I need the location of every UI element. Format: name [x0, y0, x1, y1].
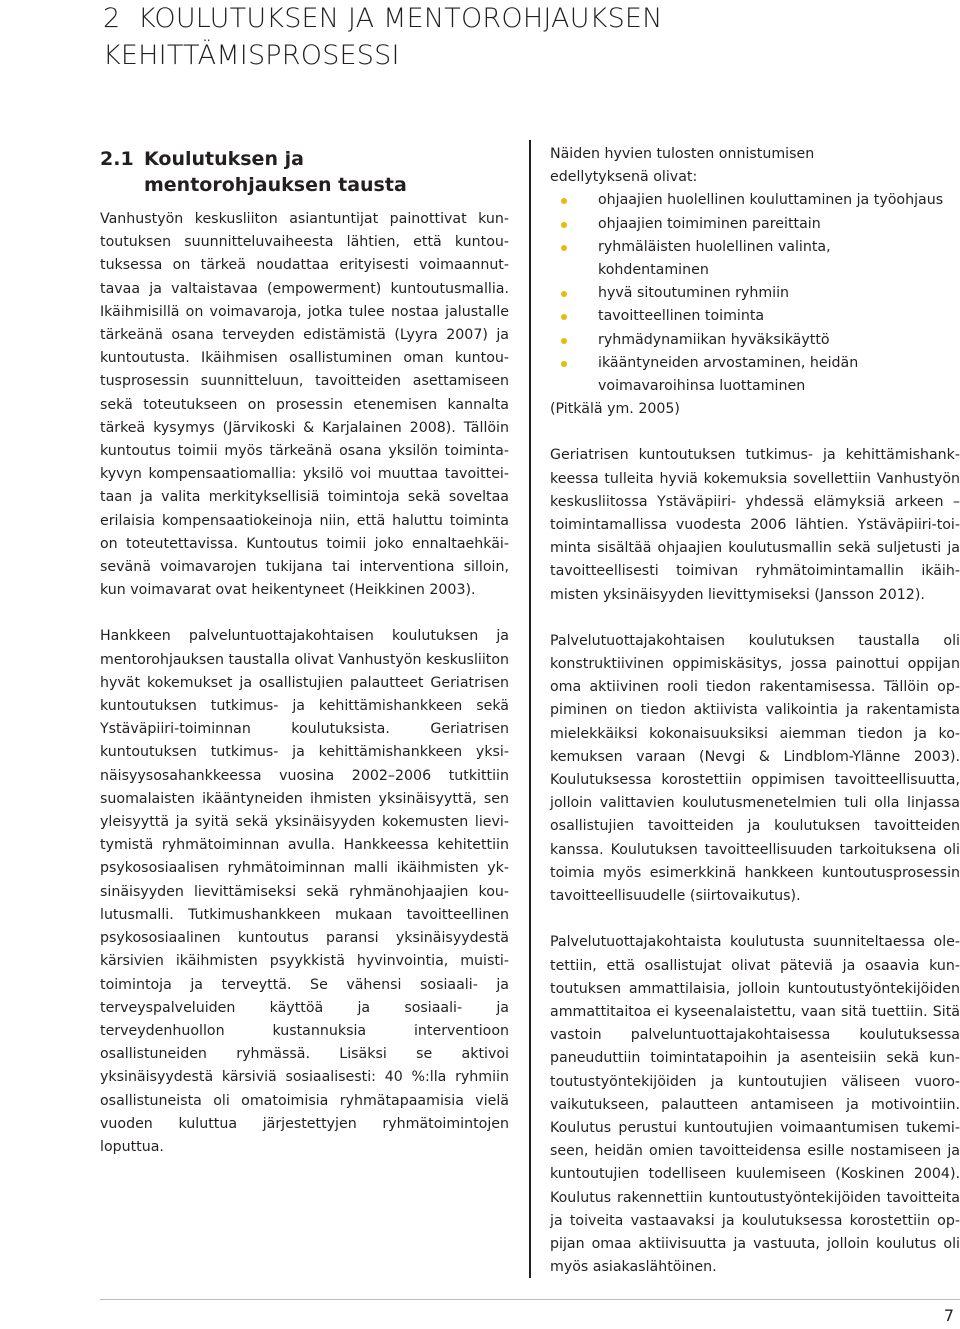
section-title	[144, 146, 407, 198]
left-paragraph-1: Vanhustyön keskusliiton asiantuntijat painottivat kuntoutuksen suunnitteluvaiheesta lähtien, että kuntoutuksessa on tärkeä noudattaa erityisesti voimaannuttavaa ja valtaistavaa (empowerment) kuntoutusmallia. Ikäihmisillä on voimavaroja, jotka tulee nostaa jalustalle tärkeänä osana terveyden edistämistä (Lyyra 2007) ja kuntoutusta. Ikäihmisen osallistuminen oman kuntoutusprosessin suunnitteluun, tavoitteiden asettamiseen sekä toteutukseen on prosessin etenemisen kannalta tärkeä kysymys (Järvikoski & Karjalainen 2008). Tällöin kuntoutus toimii myös tärkeänä osana yksilön toimintakyvyn kompensaatiomallia: yksilö voi muuttaa tavoitteitaan ja valita merkityksellisiä toimintoja sekä soveltaa erilaisia kompensaatiokeinoja niin, että haluttu toiminta on toteutettavissa. Kuntoutus toimii joko ennaltaehkäisevänä voimavarojen tukijana tai interventiona silloin, kun voimavarat ovat heikentyneet (Heikkinen 2003).	[100, 211, 509, 599]
column-divider	[529, 140, 531, 1278]
list-item: ryhmäläisten huolellinen valinta, kohdentaminen	[550, 236, 960, 282]
right-paragraph-2: Palvelutuottajakohtaisen koulutuksen taustalla oli konstruktiivinen oppimiskäsitys, jossa painottui oppijan oma aktiivinen rooli tiedon rakentamisessa. Tällöin oppiminen on tiedon aktiivista valikointia ja rakentamista mielekkäiksi kokonaisuuksiksi aiemman tiedon ja kokemuksen varaan (Nevgi & Lindblom-Ylänne 2003). Koulutuksessa korostettiin oppimisen tavoitteellisuutta, jolloin valittavien koulutusmenetelmien tuli olla linjassa osallistujien tavoitteiden ja koulutuksen tavoitteiden kanssa. Koulutuksen tavoitteellisuuden tarkoituksena oli toimia myös esimerkkinä hankkeen kuntoutusprosessin tavoitteellisuudelle (siirtovaikutus).	[550, 632, 960, 905]
section-number: 2.1	[100, 148, 134, 170]
chapter-title-line2: KEHITTÄMISPROSESSI	[103, 40, 400, 71]
list-item: tavoitteellinen toiminta	[550, 305, 960, 328]
success-factors-list	[550, 189, 960, 398]
list-item: ohjaajien toimiminen pareittain	[550, 213, 960, 236]
bullet-dot-icon	[561, 361, 567, 367]
citation: (Pitkälä ym. 2005)	[550, 401, 680, 418]
left-column	[100, 146, 509, 1159]
list-item: hyvä sitoutuminen ryhmiin	[550, 282, 960, 305]
bullet-dot-icon	[561, 198, 567, 204]
intro-text	[550, 143, 960, 189]
bullet-dot-icon	[561, 338, 567, 344]
right-paragraph-1: Geriatrisen kuntoutuksen tutkimus- ja kehittämishankkeessa tulleita hyviä kokemuksia sovellettiin Vanhustyön keskusliitossa Ystäväpiiri- yhdessä elämyksiä arkeen – toimintamallissa vuodesta 2006 lähtien. Ystäväpiiri-toiminta sisältää ohjaajien koulutusmallin sekä suljetusti ja tavoitteellisesti toimivan ryhmätoimintamallin ikäihmisten yksinäisyyden lievittymiseksi (Jansson 2012).	[550, 447, 960, 603]
page-number: 7	[943, 1306, 954, 1325]
bullet-dot-icon	[561, 245, 567, 251]
chapter-title	[103, 0, 663, 74]
list-item: ryhmädynamiikan hyväksikäyttö	[550, 329, 960, 352]
bullet-dot-icon	[561, 222, 567, 228]
chapter-title-line1: 2 KOULUTUKSEN JA MENTOROHJAUKSEN	[103, 3, 663, 34]
list-item: ohjaajien huolellinen kouluttaminen ja työohjaus	[550, 189, 960, 212]
right-paragraph-3: Palvelutuottajakohtaista koulutusta suunniteltaessa oletettiin, että osallistujat olivat päteviä ja osaavia kuntoutuksen ammattilaisia, jolloin kuntoutustyöntekijöiden ammattitaitoa ei kyseenalaistettu, vaan sitä tuettiin. Sitä vastoin palveluntuottajakohtaisessa koulutuksessa paneuduttiin toimintatapoihin ja asenteisiin sekä kuntoutustyöntekijöiden ja kuntoutujien väliseen vuorovaikutukseen, palautteen antamiseen ja motivointiin. Koulutus perustui kuntoutujien voimaantumisen tukemiseen, heidän omien tavoitteidensa esille nostamiseen ja kuntoutujien todelliseen kuulemiseen (Koskinen 2004). Koulutus rakennettiin kuntoutustyöntekijöiden tavoitteita ja toiveita vastaavaksi ja koulutuksessa korostettiin oppijan omaa aktiivisuutta ja vastuuta, jolloin koulutus oli myös asiakaslähtöinen.	[550, 934, 960, 1276]
bullet-dot-icon	[561, 314, 567, 320]
section-title-line1: Koulutuksen ja	[144, 148, 304, 170]
intro-line-1: Näiden hyvien tulosten onnistumisen	[550, 146, 815, 162]
right-column	[550, 143, 960, 1279]
section-title-line2: mentorohjauksen tausta	[144, 174, 407, 196]
section-heading	[100, 146, 509, 198]
footer-rule	[100, 1299, 960, 1300]
left-paragraph-2: Hankkeen palveluntuottajakohtaisen koulutuksen ja mentorohjauksen taustalla olivat Vanhustyön keskusliiton hyvät kokemukset ja osallistujien palautteet Geriatrisen kuntoutuksen tutkimus- ja kehittämishankkeen sekä Ystäväpiiri-toiminnan koulutuksista. Geriatrisen kuntoutuksen tutkimus- ja kehittämishankkeen yksinäisyysosahankkeessa vuosina 2002–2006 tutkittiin suomalaisten ikääntyneiden ihmisten yksinäisyyttä, sen yleisyyttä ja syitä sekä yksinäisyyden kokemusten lievitymistä ryhmätoiminnan avulla. Hankkeessa kehitettiin psykososiaalisen ryhmätoiminnan malli ikäihmisten yksinäisyyden lievittämiseksi sekä ryhmänohjaajien koulutusmalli. Tutkimushankkeen mukaan tavoitteellinen psykososiaalinen kuntoutus paransi yksinäisyydestä kärsivien ikäihmisten psyykkistä hyvinvointia, muistitoimintoja ja terveyttä. Se vähensi sosiaali- ja terveyspalveluiden käyttöä ja sosiaali- ja terveydenhuollon kustannuksia interventioon osallistuneiden ryhmässä. Lisäksi se aktivoi yksinäisyydestä kärsiviä sosiaalisesti: 40 %:lla ryhmiin osallistuneista oli omatoimisia ryhmätapaamisia vielä vuoden kuluttua järjestettyjen ryhmätoimintojen loputtua.	[100, 628, 510, 1155]
bullet-dot-icon	[561, 291, 567, 297]
list-item: ikääntyneiden arvostaminen, heidän voimavaroihinsa luottaminen	[550, 352, 960, 398]
intro-line-2: edellytyksenä olivat:	[550, 169, 698, 186]
